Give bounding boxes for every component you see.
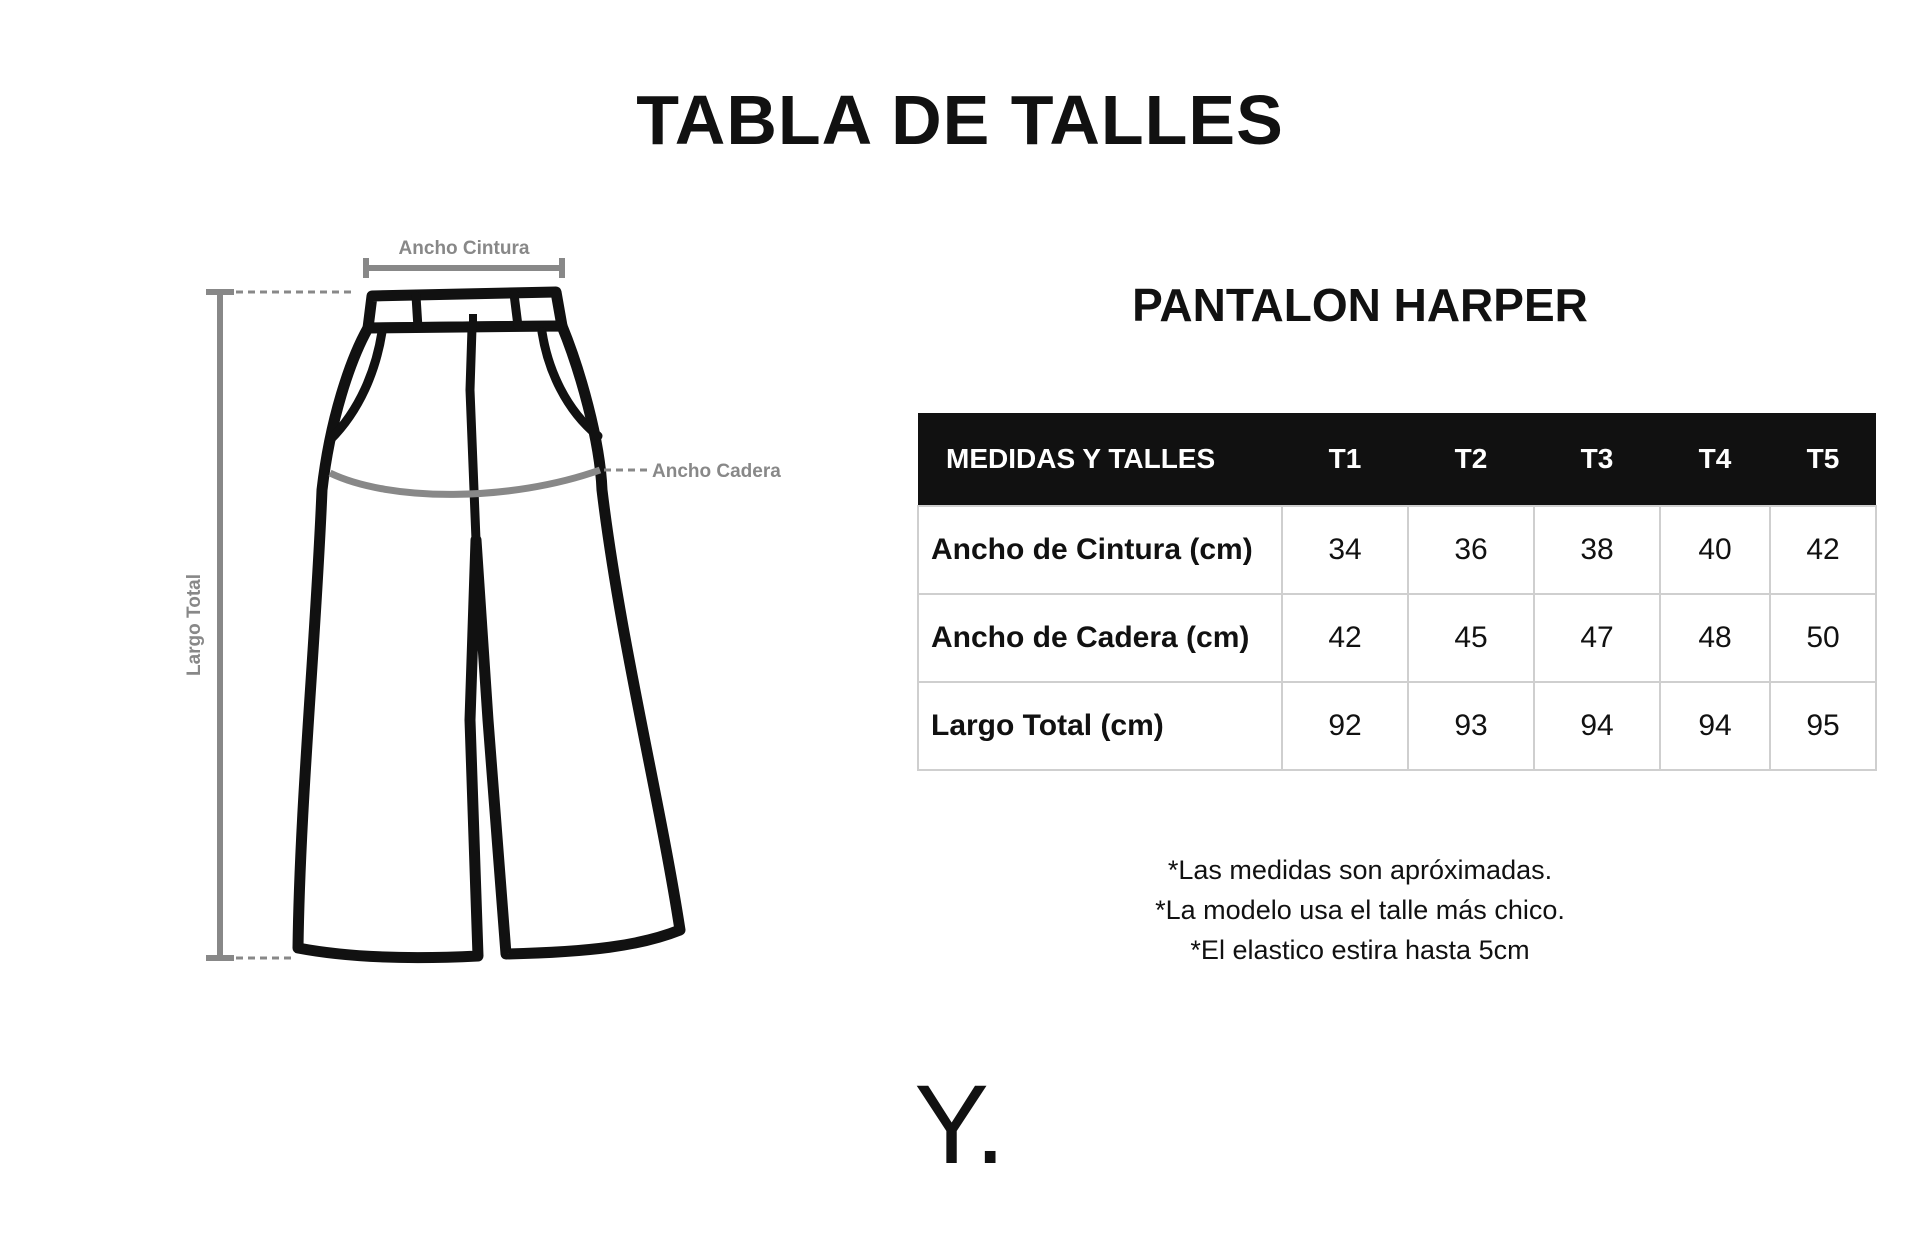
hip-label: Ancho Cadera (652, 461, 781, 482)
product-title: PANTALON HARPER (1132, 279, 1588, 331)
table-cell: 95 (1770, 682, 1876, 770)
column-header-measures: MEDIDAS Y TALLES (918, 413, 1282, 506)
table-cell: 50 (1770, 594, 1876, 682)
brand-logo: Y. (914, 1062, 1006, 1187)
table-row (918, 506, 1876, 594)
table-row (918, 682, 1876, 770)
size-table (917, 413, 1877, 771)
waist-label: Ancho Cintura (398, 240, 530, 259)
row-label-hip: Ancho de Cadera (cm) (918, 594, 1282, 682)
column-header-t5: T5 (1770, 413, 1876, 506)
table-row (918, 594, 1876, 682)
legs-shape (298, 326, 680, 958)
table-cell: 42 (1770, 506, 1876, 594)
table-cell: 42 (1282, 594, 1408, 682)
table-cell: 92 (1282, 682, 1408, 770)
column-header-t4: T4 (1660, 413, 1770, 506)
pants-shape (298, 292, 680, 958)
table-cell: 40 (1660, 506, 1770, 594)
table-cell: 34 (1282, 506, 1408, 594)
table-cell: 36 (1408, 506, 1534, 594)
column-header-t3: T3 (1534, 413, 1660, 506)
table-cell: 93 (1408, 682, 1534, 770)
row-label-length: Largo Total (cm) (918, 682, 1282, 770)
belt-loop-right (514, 294, 518, 326)
page-title: TABLA DE TALLES (636, 81, 1284, 159)
belt-loop-left (416, 296, 418, 328)
fly-seam (470, 328, 476, 540)
table-cell: 94 (1660, 682, 1770, 770)
column-header-t2: T2 (1408, 413, 1534, 506)
pants-outline-icon (170, 240, 810, 980)
button-icon (469, 314, 477, 324)
length-label: Largo Total (184, 573, 205, 677)
note-elastic: *El elastico estira hasta 5cm (1190, 935, 1530, 965)
row-label-waist: Ancho de Cintura (cm) (918, 506, 1282, 594)
pants-diagram (170, 240, 810, 980)
table-cell: 48 (1660, 594, 1770, 682)
note-model-size: *La modelo usa el talle más chico. (1155, 895, 1565, 925)
column-header-t1: T1 (1282, 413, 1408, 506)
notes (1060, 850, 1660, 970)
table-cell: 38 (1534, 506, 1660, 594)
note-approximate: *Las medidas son apróximadas. (1167, 855, 1553, 885)
table-cell: 94 (1534, 682, 1660, 770)
table-header-row (918, 413, 1876, 506)
table-cell: 45 (1408, 594, 1534, 682)
table-cell: 47 (1534, 594, 1660, 682)
